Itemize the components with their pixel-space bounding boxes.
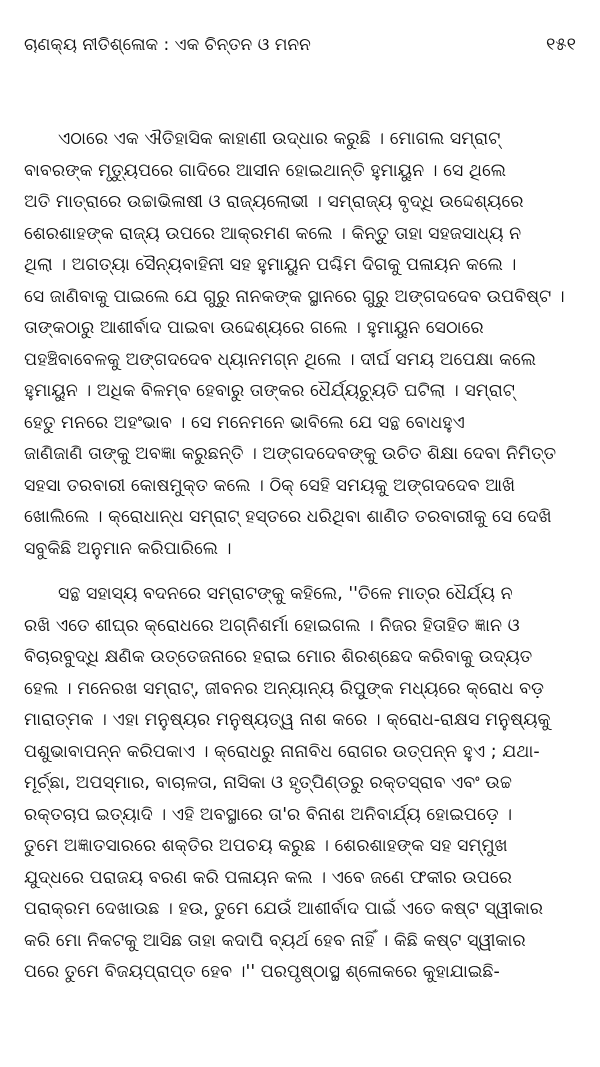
text-line: ଖୋଲିଲେ । କ୍ରୋଧାନ୍ଧ ସମ୍ରାଟ୍ ହସ୍ତରେ ଧରିଥିବା ଶାଣିତ ତରବାରୀକୁ ସେ ଦେଖି [24,507,552,527]
text-line: ହେତୁ ମନରେ ଅହଂଭାବ । ସେ ମନେମନେ ଭାବିଲେ ଯେ ସନ୍ଥ ବୋଧହୁଏ [24,412,465,433]
text-line: ରଖି ଏତେ ଶୀଘ୍ର କ୍ରୋଧରେ ଅଗ୍ନିଶର୍ମା ହୋଇଗଲ । ନିଜର ହିତାହିତ ଜ୍ଞାନ ଓ [24,615,520,636]
paragraph-2 [24,579,576,989]
body-text [24,124,576,989]
text-line: କରି ମୋ ନିକଟକୁ ଆସିଛ ତାହା କଦାପି ବ୍ୟର୍ଥ ହେବ ନାହିଁ । କିଛି କଷ୍ଟ ସ୍ୱୀକାର [24,930,526,951]
text-line: ରକ୍ତଚାପ ଇତ୍ୟାଦି । ଏହି ଅବସ୍ଥାରେ ତା'ର ବିନାଶ ଅନିବାର୍ଯ୍ୟ ହୋଇପଡ଼େ । [24,804,513,825]
text-line: ଜାଣିଜାଣି ତାଙ୍କୁ ଅବଜ୍ଞା କରୁଛନ୍ତି । ଅଙ୍ଗଦଦେବଙ୍କୁ ଉଚିତ ଶିକ୍ଷା ଦେବା ନିମିତ୍ତ [24,444,557,464]
text-line: ସହସା ତରବାରୀ କୋଷମୁକ୍ତ କଲେ । ଠିକ୍ ସେହି ସମୟକୁ ଅଙ୍ଗଦଦେବ ଆଖି [24,475,516,496]
text-line: ହୁମାୟୁନ । ଅଧିକ ବିଳମ୍ବ ହେବାରୁ ତାଙ୍କର ଧୈର୍ଯ୍ୟଚ୍ୟୁତି ଘଟିଲା । ସମ୍ରାଟ୍ [24,381,515,401]
text-line: ଅତି ମାତ୍ରାରେ ଉଚ୍ଚାଭିଳାଷୀ ଓ ରାଜ୍ୟଲୋଭୀ । ସମ୍ରାଜ୍ୟ ବୃଦ୍ଧି ଉଦ୍ଦେଶ୍ୟରେ [24,192,524,212]
text-line: ଥିଲା । ଅଗତ୍ୟା ସୈନ୍ୟବାହିନୀ ସହ ହୁମାୟୁନ ପଶ୍ଚିମ ଦିଗକୁ ପଳାୟନ କଲେ । [24,255,517,275]
running-title: ଚାଣକ୍ୟ ନୀତିଶ୍ଳୋକ : ଏକ ଚିନ୍ତନ ଓ ମନନ [24,35,311,55]
text-line: ବିଚାରବୁଦ୍ଧି କ୍ଷଣିକ ଉତ୍ତେଜନାରେ ହରାଇ ମୋର ଶିରଶ୍ଛେଦ କରିବାକୁ ଉଦ୍ୟତ [24,647,533,667]
text-line: ତୁମେ ଅଜ୍ଞାତସାରରେ ଶକ୍ତିର ଅପଚୟ କରୁଛ । ଶେରଶାହଙ୍କ ସହ ସମ୍ମୁଖ [24,836,508,856]
text-line: ମୂର୍ଚ୍ଛା, ଅପସ୍ମାର, ବାଚାଳତା, ନାସିକା ଓ ହୃତ୍ପିଣ୍ଡରୁ ରକ୍ତସ୍ରାବ ଏବଂ ଉଚ୍ଚ [24,773,512,793]
text-line: ପରାକ୍ରମ ଦେଖାଉଛ । ହଉ, ତୁମେ ଯେଉଁ ଆଶୀର୍ବାଦ ପାଇଁ ଏତେ କଷ୍ଟ ସ୍ୱୀକାର [24,899,544,919]
text-line: ସନ୍ଥ ସହାସ୍ୟ ବଦନରେ ସମ୍ରାଟଙ୍କୁ କହିଲେ, ''ତିଳେ ମାତ୍ର ଧୈର୍ଯ୍ୟ ନ [58,584,513,604]
text-line: ପରେ ତୁମେ ବିଜୟପ୍ରାପ୍ତ ହେବ ।'' ପରପୃଷ୍ଠାସ୍ଥ ଶ୍ଳୋକରେ କୁହାଯାଇଛି- [24,962,500,982]
text-line: ଏଠାରେ ଏକ ଐତିହାସିକ କାହାଣୀ ଉଦ୍ଧାର କରୁଛି । ମୋଗଲ ସମ୍ରାଟ୍ [58,129,501,149]
text-line: ସେ ଜାଣିବାକୁ ପାଇଲେ ଯେ ଗୁରୁ ନାନକଙ୍କ ସ୍ଥାନରେ ଗୁରୁ ଅଙ୍ଗଦଦେବ ଉପବିଷ୍ଟ । [24,286,565,307]
text-line: ପଶୁଭାବାପନ୍ନ କରିପକାଏ । କ୍ରୋଧରୁ ନାନାବିଧ ରୋଗର ଉତ୍ପନ୍ନ ହୁଏ ; ଯଥା- [24,741,540,762]
paragraph-1 [24,124,576,565]
text-line: ତାଙ୍କଠାରୁ ଆଶୀର୍ବାଦ ପାଇବା ଉଦ୍ଦେଶ୍ୟରେ ଗଲେ । ହୁମାୟୁନ ସେଠାରେ [24,318,484,338]
text-line: ଶେରଶାହଙ୍କ ରାଜ୍ୟ ଉପରେ ଆକ୍ରମଣ କଲେ । କିନ୍ତୁ ତାହା ସହଜସାଧ୍ୟ ନ [24,223,522,244]
page-number: ୧୫୧ [546,34,576,55]
text-line: ହେଲ । ମନେରଖ ସମ୍ରାଟ୍, ଜୀବନର ଅନ୍ୟାନ୍ୟ ରିପୁଙ୍କ ମଧ୍ୟରେ କ୍ରୋଧ ବଡ଼ [24,678,545,699]
paragraph-spacer [24,565,576,579]
text-line: ପହଞ୍ଚିବାବେଳକୁ ଅଙ୍ଗଦଦେବ ଧ୍ୟାନମଗ୍ନ ଥିଲେ । ଦୀର୍ଘ ସମୟ ଅପେକ୍ଷା କଲେ [24,349,537,370]
running-header [24,34,576,74]
text-line: ସବୁକିଛି ଅନୁମାନ କରିପାରିଲେ । [24,538,232,559]
text-line: ବାବରଙ୍କ ମୃତ୍ୟୁପରେ ଗାଦିରେ ଆସୀନ ହୋଇଥାନ୍ତି ହୁମାୟୁନ । ସେ ଥିଲେ [24,160,506,181]
text-line: ମାରାତ୍ମକ । ଏହା ମନୁଷ୍ୟର ମନୁଷ୍ୟତ୍ୱ ନାଶ କରେ । କ୍ରୋଧ-ରାକ୍ଷସ ମନୁଷ୍ୟକୁ [24,710,551,730]
text-line: ଯୁଦ୍ଧରେ ପରାଜୟ ବରଣ କରି ପଳାୟନ କଲ । ଏବେ ଜଣେ ଫକୀର ଉପରେ [24,867,512,888]
